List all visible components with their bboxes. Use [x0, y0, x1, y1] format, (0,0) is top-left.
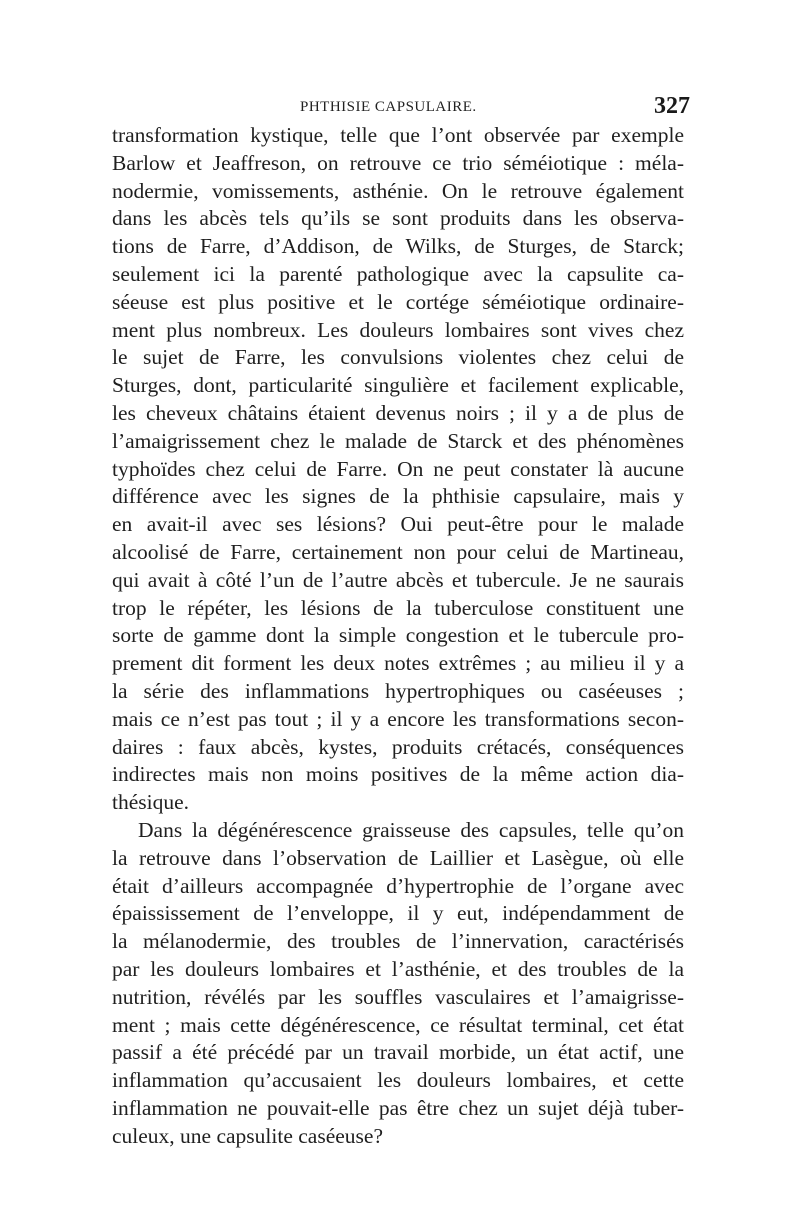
text-line: en avait-il avec ses lésions? Oui peut-être pour le malade: [112, 512, 684, 537]
text-line: la retrouve dans l’observation de Laillier et Lasègue, où elle: [112, 845, 684, 870]
text-line: différence avec les signes de la phthisie capsulaire, mais y: [112, 484, 684, 509]
text-line: Sturges, dont, particularité singulière et facilement explicable,: [112, 373, 684, 398]
text-line: mais ce n’est pas tout ; il y a encore les transformations secon-: [112, 706, 684, 731]
running-title: PHTHISIE CAPSULAIRE.: [300, 99, 477, 115]
text-line: inflammation ne pouvait-elle pas être chez un sujet déjà tuber-: [112, 1095, 684, 1120]
text-line: thésique.: [112, 790, 190, 815]
text-line: tions de Farre, d’Addison, de Wilks, de Sturges, de Starck;: [112, 234, 684, 259]
text-line: typhoïdes chez celui de Farre. On ne peut constater là aucune: [112, 456, 684, 481]
text-line: séeuse est plus positive et le cortége séméiotique ordinaire-: [112, 289, 684, 314]
text-line: la mélanodermie, des troubles de l’innervation, caractérisés: [112, 929, 684, 954]
text-line: Dans la dégénérescence graisseuse des capsules, telle qu’on: [138, 817, 684, 842]
text-line: daires : faux abcès, kystes, produits crétacés, conséquences: [112, 734, 684, 759]
text-line: l’amaigrissement chez le malade de Starck et des phénomènes: [112, 428, 684, 453]
text-line: par les douleurs lombaires et l’asthénie, et des troubles de la: [112, 956, 684, 981]
running-head: [300, 93, 690, 123]
text-line: culeux, une capsulite caséeuse?: [112, 1123, 384, 1148]
body-text: [112, 122, 684, 1150]
text-line: ment ; mais cette dégénérescence, ce résultat terminal, cet état: [112, 1012, 684, 1037]
text-line: inflammation qu’accusaient les douleurs lombaires, et cette: [112, 1068, 684, 1093]
text-line: dans les abcès tels qu’ils se sont produits dans les observa-: [112, 206, 684, 231]
text-line: Barlow et Jeaffreson, on retrouve ce trio séméiotique : méla-: [112, 150, 684, 175]
text-line: indirectes mais non moins positives de la même action dia-: [112, 762, 684, 787]
text-line: alcoolisé de Farre, certainement non pour celui de Martineau,: [112, 539, 684, 564]
text-line: était d’ailleurs accompagnée d’hypertrophie de l’organe avec: [112, 873, 684, 898]
text-line: ment plus nombreux. Les douleurs lombaires sont vives chez: [112, 317, 684, 342]
text-line: passif a été précédé par un travail morbide, un état actif, une: [112, 1040, 684, 1065]
text-line: le sujet de Farre, les convulsions violentes chez celui de: [112, 345, 684, 370]
text-line: épaississement de l’enveloppe, il y eut, indépendamment de: [112, 901, 684, 926]
text-line: transformation kystique, telle que l’ont observée par exemple: [112, 123, 684, 147]
text-line: trop le répéter, les lésions de la tuberculose constituent une: [112, 595, 684, 620]
text-line: seulement ici la parenté pathologique avec la capsulite ca-: [112, 261, 684, 286]
text-line: nodermie, vomissements, asthénie. On le retrouve également: [112, 178, 684, 203]
text-line: la série des inflammations hypertrophiques ou caséeuses ;: [112, 678, 684, 703]
text-line: les cheveux châtains étaient devenus noirs ; il y a de plus de: [112, 400, 684, 425]
text-line: prement dit forment les deux notes extrêmes ; au milieu il y a: [112, 651, 684, 676]
text-line: nutrition, révélés par les souffles vasculaires et l’amaigrisse-: [112, 984, 684, 1009]
text-line: sorte de gamme dont la simple congestion et le tubercule pro-: [112, 623, 684, 648]
text-line: qui avait à côté l’un de l’autre abcès et tubercule. Je ne saurais: [112, 567, 684, 592]
page-number: 327: [654, 93, 690, 119]
